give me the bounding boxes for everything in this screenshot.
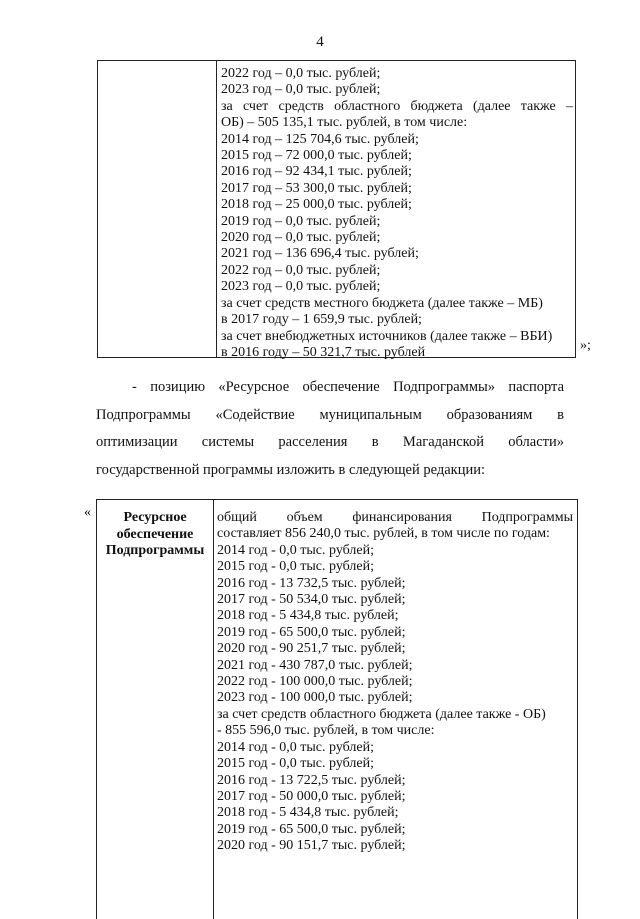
text-line: 2020 год - 90 151,7 тыс. рублей; [217, 838, 406, 854]
text-line: 2021 год – 136 696,4 тыс. рублей; [221, 246, 419, 262]
text-line: - позицию «Ресурсное обеспечение Подпрограммы» паспорта [132, 379, 564, 395]
text-line: 2014 год - 0,0 тыс. рублей; [217, 739, 375, 755]
text-line: 2022 год – 0,0 тыс. рублей; [221, 262, 381, 278]
text-line: 2019 год - 65 500,0 тыс. рублей; [217, 821, 406, 837]
text-line: за счет средств местного бюджета (далее также – МБ) [221, 295, 543, 311]
text-line: 2022 год – 0,0 тыс. рублей; [221, 66, 381, 81]
text-line: 2015 год - 0,0 тыс. рублей; [217, 756, 375, 772]
page-number: 4 [316, 34, 324, 50]
resource-support-table [96, 499, 578, 919]
text-line: за счет средств областного бюджета (далее также - ОБ) [217, 706, 546, 722]
text-line: 2020 год - 90 251,7 тыс. рублей; [217, 641, 406, 657]
text-line: 2023 год – 0,0 тыс. рублей; [221, 279, 381, 295]
financing-details-cell [221, 66, 573, 361]
text-line: 2017 год - 50 000,0 тыс. рублей; [217, 788, 406, 804]
text-line: 2016 год – 92 434,1 тыс. рублей; [221, 164, 412, 180]
text-line: за счет внебюджетных источников (далее также – ВБИ) [221, 328, 553, 344]
text-line: в 2017 году – 1 659,9 тыс. рублей; [221, 312, 422, 328]
text-line: 2019 год – 0,0 тыс. рублей; [221, 213, 381, 229]
financing-details-cell [217, 510, 573, 855]
text-line: ОБ) – 505 135,1 тыс. рублей, в том числе: [221, 115, 468, 131]
text-line: Подпрограммы «Содействие муниципальным образованиям в [96, 406, 564, 423]
text-line: 2021 год - 430 787,0 тыс. рублей; [217, 657, 413, 673]
text-line: 2023 год - 100 000,0 тыс. рублей; [217, 690, 413, 706]
text-line: - 855 596,0 тыс. рублей, в том числе: [217, 723, 435, 739]
text-line: общий объем финансирования Подпрограммы [217, 510, 573, 525]
financing-table-continued [97, 60, 576, 358]
text-line: 2018 год – 25 000,0 тыс. рублей; [221, 197, 412, 213]
text-line: 2020 год – 0,0 тыс. рублей; [221, 230, 381, 246]
text-line: 2014 год - 0,0 тыс. рублей; [217, 542, 375, 558]
text-line: 2019 год - 65 500,0 тыс. рублей; [217, 624, 406, 640]
column-divider [216, 61, 217, 357]
text-line: 2017 год - 50 534,0 тыс. рублей; [217, 592, 406, 608]
text-line: государственной программы изложить в следующей редакции: [96, 461, 486, 478]
text-line: оптимизации системы расселения в Магаданской области» [96, 434, 564, 450]
column-divider [213, 500, 214, 919]
opening-quote: « [84, 505, 91, 520]
text-line: 2018 год - 5 434,8 тыс. рублей; [217, 608, 399, 624]
closing-quote: »; [580, 338, 591, 353]
text-line: 2017 год – 53 300,0 тыс. рублей; [221, 180, 412, 196]
text-line: 2022 год - 100 000,0 тыс. рублей; [217, 674, 413, 690]
text-line: за счет средств областного бюджета (далее также – [221, 98, 573, 114]
text-line: 2016 год - 13 722,5 тыс. рублей; [217, 772, 406, 788]
text-line: 2014 год – 125 704,6 тыс. рублей; [221, 131, 419, 147]
text-line: 2015 год – 72 000,0 тыс. рублей; [221, 148, 412, 164]
text-line: составляет 856 240,0 тыс. рублей, в том числе по годам: [217, 526, 550, 542]
text-line: 2018 год - 5 434,8 тыс. рублей; [217, 805, 399, 821]
text-line: 2023 год – 0,0 тыс. рублей; [221, 82, 381, 98]
text-line: в 2016 году – 50 321,7 тыс. рублей [221, 344, 426, 360]
row-label: Ресурсное обеспечение Подпрограммы [105, 510, 205, 558]
text-line: 2016 год - 13 732,5 тыс. рублей; [217, 575, 406, 591]
text-line: 2015 год - 0,0 тыс. рублей; [217, 559, 375, 575]
instruction-paragraph [96, 374, 564, 484]
